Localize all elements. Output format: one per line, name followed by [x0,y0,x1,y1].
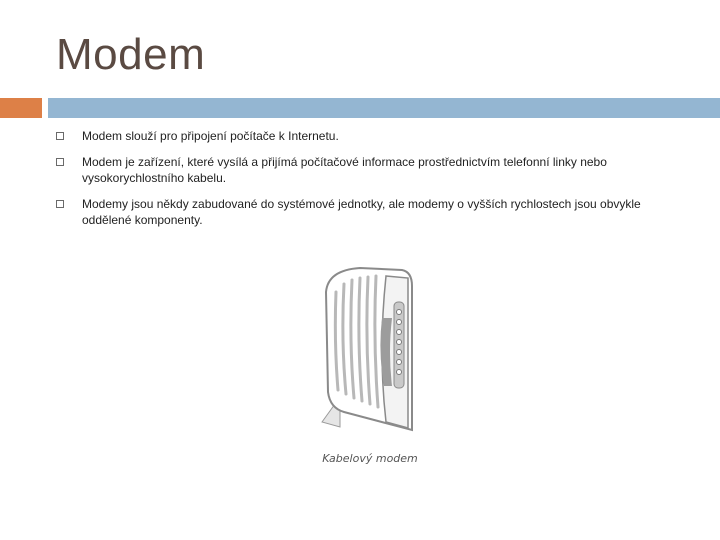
figure-caption: Kabelový modem [322,452,418,465]
bullet-text: Modemy jsou někdy zabudované do systémové jednotky, ale modemy o vyšších rychlostech jsou obvykle oddělené komponenty. [82,197,641,227]
bullet-list [56,128,656,238]
slide-title: Modem [56,30,206,79]
cable-modem-image [300,262,440,472]
cable-modem-icon [300,262,440,452]
square-bullet-icon [56,132,64,140]
accent-bar-orange [0,98,42,118]
bullet-item [56,154,656,186]
bullet-item [56,128,656,144]
bullet-text: Modem je zařízení, které vysílá a přijímá počítačové informace prostřednictvím telefonní linky nebo vysokorychlostního kabelu. [82,155,607,185]
bullet-item [56,196,656,228]
square-bullet-icon [56,200,64,208]
square-bullet-icon [56,158,64,166]
accent-bar-blue [48,98,720,118]
bullet-text: Modem slouží pro připojení počítače k Internetu. [82,129,339,143]
